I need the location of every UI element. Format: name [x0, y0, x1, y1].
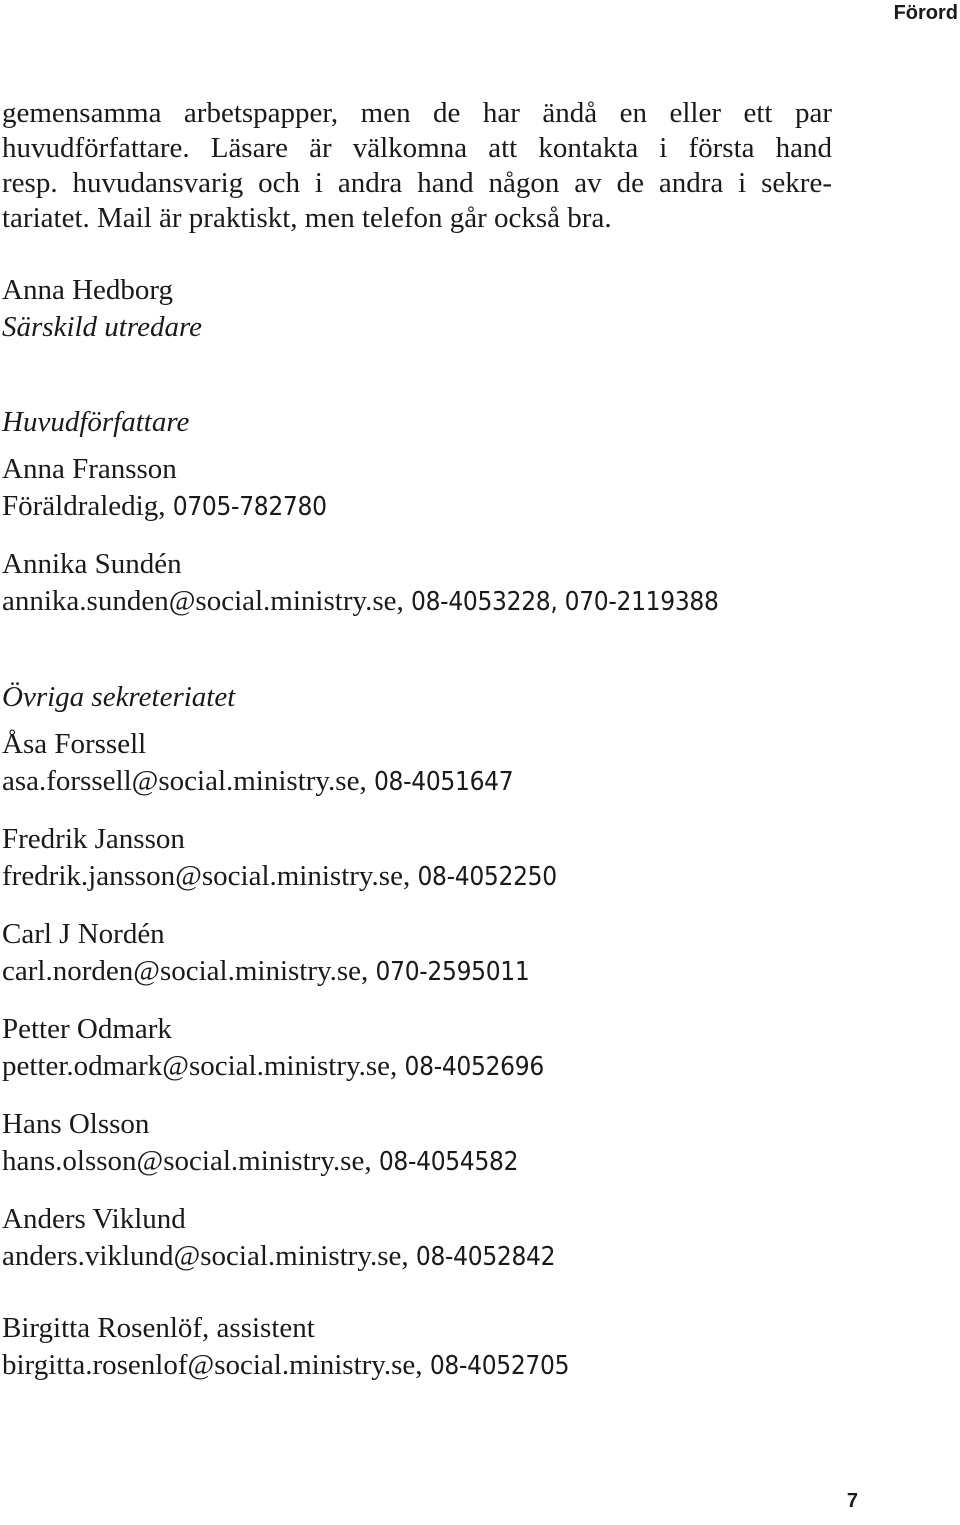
contact-details	[2, 583, 832, 621]
contact-entry	[2, 726, 832, 801]
main-authors-heading: Huvudförfattare	[2, 406, 190, 438]
contact-phone: 0705-782780	[172, 492, 327, 522]
intro-line: gemensamma arbetspapper, men de har ändå en eller ett par	[2, 97, 832, 129]
contact-details	[2, 953, 832, 991]
contact-email[interactable]: hans.olsson@social.ministry.se,	[2, 1145, 379, 1177]
contact-name: Fredrik Jansson	[2, 823, 185, 855]
intro-paragraph	[2, 96, 832, 236]
contact-entry	[2, 546, 832, 621]
signature-name: Anna Hedborg	[2, 274, 174, 306]
contact-details	[2, 488, 832, 526]
contact-details	[2, 1347, 832, 1385]
page-content	[2, 96, 832, 1385]
contact-entry	[2, 1106, 832, 1181]
contact-email[interactable]: anders.viklund@social.ministry.se,	[2, 1240, 416, 1272]
contact-email[interactable]: petter.odmark@social.ministry.se,	[2, 1050, 405, 1082]
contact-text: Föräldraledig,	[2, 490, 173, 522]
contact-phone: 08-4053228, 070-2119388	[411, 587, 719, 617]
contact-name: Åsa Forssell	[2, 728, 147, 760]
contact-entry	[2, 1201, 832, 1276]
intro-line: resp. huvudansvarig och i andra hand någon av de andra i sekre-	[2, 167, 832, 199]
contact-name: Anders Viklund	[2, 1203, 186, 1235]
contact-details	[2, 1048, 832, 1086]
contact-details	[2, 763, 832, 801]
contact-entry	[2, 916, 832, 991]
contact-email[interactable]: birgitta.rosenlof@social.ministry.se,	[2, 1349, 430, 1381]
contact-name: Annika Sundén	[2, 548, 182, 580]
intro-line: huvudförfattare. Läsare är välkomna att kontakta i första hand	[2, 132, 832, 164]
contact-phone: 08-4052696	[404, 1052, 544, 1082]
contact-entry	[2, 1310, 832, 1385]
contact-details	[2, 858, 832, 896]
contact-name: Hans Olsson	[2, 1108, 150, 1140]
contact-email[interactable]: asa.forssell@social.ministry.se,	[2, 765, 374, 797]
contact-email[interactable]: annika.sunden@social.ministry.se,	[2, 585, 412, 617]
page-number: 7	[846, 1490, 858, 1512]
running-header-title: Förord	[893, 2, 958, 24]
contact-phone: 070-2595011	[375, 957, 530, 987]
contact-phone: 08-4052250	[417, 862, 557, 892]
contact-email[interactable]: carl.norden@social.ministry.se,	[2, 955, 376, 987]
contact-email[interactable]: fredrik.jansson@social.ministry.se,	[2, 860, 418, 892]
secretariat-heading: Övriga sekreteriatet	[2, 681, 236, 713]
main-authors-section	[2, 404, 832, 621]
contact-name: Carl J Nordén	[2, 918, 165, 950]
contact-name: Anna Fransson	[2, 453, 177, 485]
contact-phone: 08-4051647	[373, 767, 514, 797]
contact-name: Petter Odmark	[2, 1013, 172, 1045]
secretariat-section	[2, 679, 832, 1385]
signature-title: Särskild utredare	[2, 311, 203, 343]
contact-phone: 08-4052842	[415, 1242, 556, 1272]
signature-block	[2, 272, 832, 346]
contact-details	[2, 1143, 832, 1181]
contact-entry	[2, 451, 832, 526]
contact-phone: 08-4052705	[429, 1351, 570, 1381]
contact-phone: 08-4054582	[378, 1147, 519, 1177]
contact-entry	[2, 821, 832, 896]
contact-entry	[2, 1011, 832, 1086]
contact-details	[2, 1238, 832, 1276]
intro-line: tariatet. Mail är praktiskt, men telefon går också bra.	[2, 202, 612, 234]
contact-name: Birgitta Rosenlöf, assistent	[2, 1312, 315, 1344]
